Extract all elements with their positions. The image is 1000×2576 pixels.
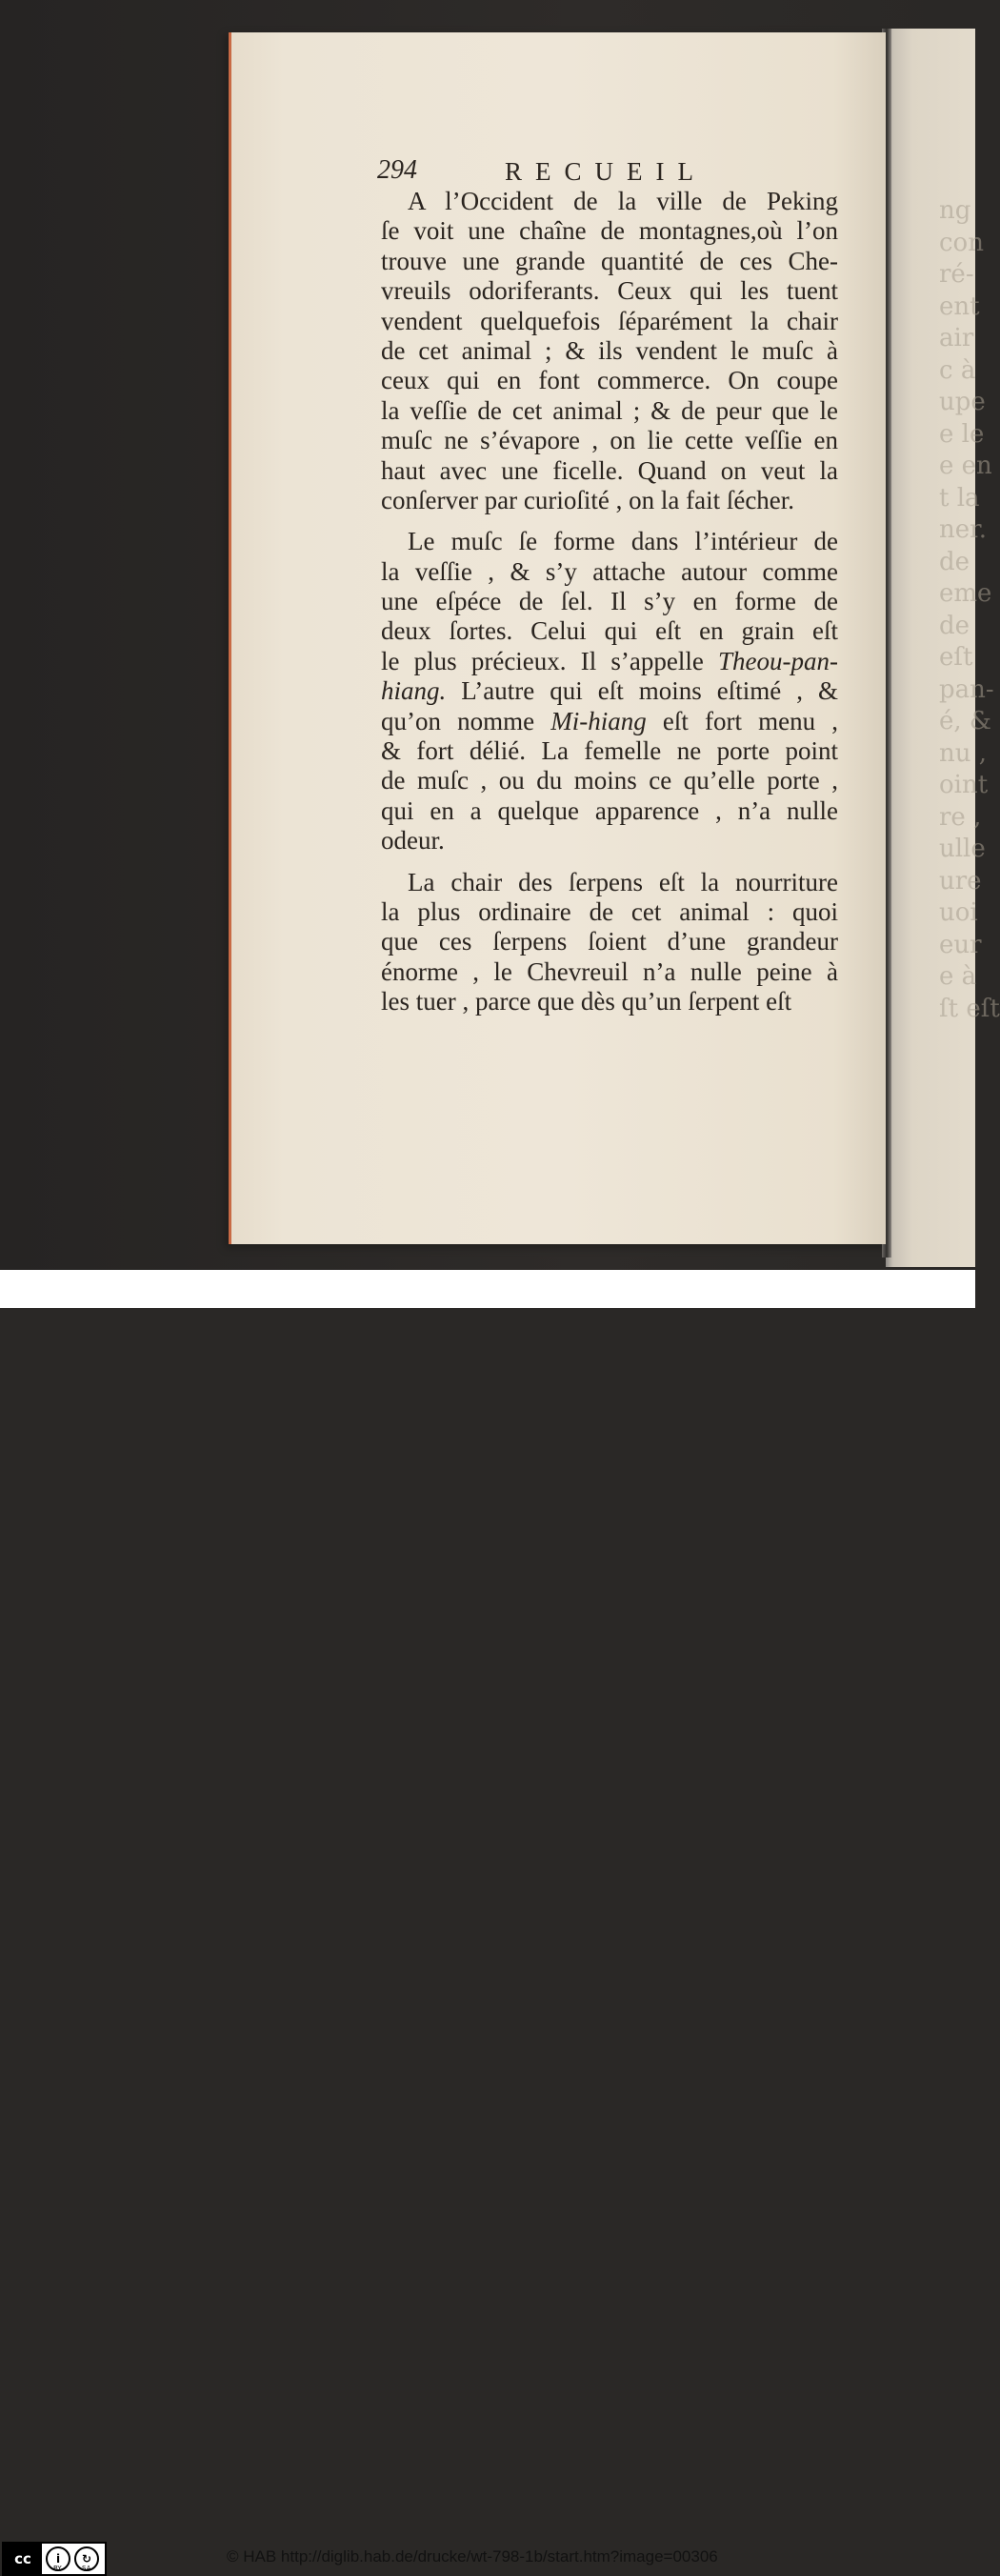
facing-page-fragment: upe xyxy=(939,388,986,416)
facing-page-fragment: eme xyxy=(939,579,992,608)
running-head xyxy=(377,155,739,190)
text-line: hiang. L’autre qui eſt moins eſtimé , & xyxy=(381,676,838,706)
facing-page-fragment: de xyxy=(939,611,970,640)
scan-background xyxy=(0,0,1000,1270)
text-line: de muſc , ou du moins ce qu’elle porte , xyxy=(381,766,838,795)
facing-page-fragment: eur xyxy=(939,930,982,959)
credit-link[interactable]: © HAB http://diglib.hab.de/drucke/wt-798-1b/start.htm?image=00306 xyxy=(227,2547,718,2566)
facing-page-fragment: ure xyxy=(939,866,982,896)
facing-page-fragment: ré- xyxy=(939,260,974,289)
facing-page-fragment: ner. xyxy=(939,515,987,544)
text-line: la veſſie de cet animal ; & de peur que le xyxy=(381,395,838,425)
text-line: qui en a quelque apparence , n’a nulle xyxy=(381,795,838,825)
by-label: BY xyxy=(53,2565,62,2572)
text-line: une eſpéce de ſel. Il s’y en forme de xyxy=(381,587,838,616)
facing-page-fragment: de xyxy=(939,547,970,576)
text-line: la veſſie , & s’y attache autour comme xyxy=(381,556,838,586)
paragraph-gap xyxy=(381,515,838,527)
facing-page-fragment: nu , xyxy=(939,738,988,768)
text-line: qu’on nomme Mi-hiang eſt fort menu , xyxy=(381,706,838,735)
facing-page xyxy=(886,29,1000,1267)
text-line: le plus précieux. Il s’appelle Theou-pan- xyxy=(381,646,838,675)
sa-label: SA xyxy=(82,2565,91,2572)
by-icon: i xyxy=(46,2546,70,2571)
text-line: A l’Occident de la ville de Peking xyxy=(408,187,838,215)
text-line: deux ſortes. Celui qui eſt en grain eſt xyxy=(381,616,838,646)
facing-page-fragment: e le xyxy=(939,419,985,449)
text-line: conſerver par curioſité , on la fait ſécher. xyxy=(381,485,795,514)
text-line: odeur. xyxy=(381,826,445,855)
facing-page-fragment: eſt xyxy=(939,643,973,672)
facing-page-fragment: re , xyxy=(939,802,982,832)
facing-page-fragment: oint xyxy=(939,771,989,799)
text-line: la plus ordinaire de cet animal : quoi xyxy=(381,896,838,926)
text-line: vendent quelquefois ſéparément la chair xyxy=(381,306,838,335)
facing-page-fragment: ulle xyxy=(939,835,986,863)
text-line: & fort délié. La femelle ne porte point xyxy=(381,736,838,766)
cc-icon: cc xyxy=(4,2544,42,2574)
text-line: muſc ne s’évapore , on lie cette veſſie en xyxy=(381,426,838,455)
text-line: énorme , le Chevreuil n’a nulle peine à xyxy=(381,956,838,986)
text-line: ceux qui en font commerce. On coupe xyxy=(381,366,838,395)
sa-icon: ↻ xyxy=(74,2546,99,2571)
body-text xyxy=(381,187,838,1017)
facing-page-fragment: e en xyxy=(939,452,992,480)
text-line: Le muſc ſe forme dans l’intérieur de xyxy=(408,527,838,556)
facing-page-fragment: con xyxy=(939,228,984,257)
facing-page-fragment: e à xyxy=(939,962,977,991)
text-line: les tuer , parce que dès qu’un ſerpent eſt xyxy=(381,987,792,1016)
facing-page-fragment: uoi xyxy=(939,898,978,927)
running-title: RECUEIL xyxy=(505,157,707,186)
text-line: ſe voit une chaîne de montagnes,où l’on xyxy=(381,216,838,246)
page-number: 294 xyxy=(377,155,417,185)
facing-page-fragment: t la xyxy=(939,483,980,513)
footer-bar xyxy=(0,1270,975,2572)
text-line: que ces ſerpens ſoient d’une grandeur xyxy=(381,927,838,956)
facing-page-fragment: ent xyxy=(939,292,980,321)
facing-page-fragment: ſt eſt xyxy=(939,994,1000,1023)
text-line: La chair des ſerpens eſt la nourriture xyxy=(408,867,838,896)
facing-page-fragment: pan- xyxy=(939,674,994,704)
facing-page-fragment: c à xyxy=(939,355,976,385)
facing-page-fragment: ng xyxy=(939,196,971,225)
facing-page-fragment: é, & xyxy=(939,707,992,735)
paragraph-gap xyxy=(381,856,838,868)
text-line: vreuils odoriferants. Ceux qui les tuent xyxy=(381,276,838,306)
facing-page-fragment: air xyxy=(939,324,974,352)
text-line: de cet animal ; & ils vendent le muſc à xyxy=(381,335,838,365)
text-line: trouve une grande quantité de ces Che- xyxy=(381,246,838,275)
cc-license-badge[interactable] xyxy=(2,2542,107,2576)
text-line: haut avec une ficelle. Quand on veut la xyxy=(381,455,838,485)
